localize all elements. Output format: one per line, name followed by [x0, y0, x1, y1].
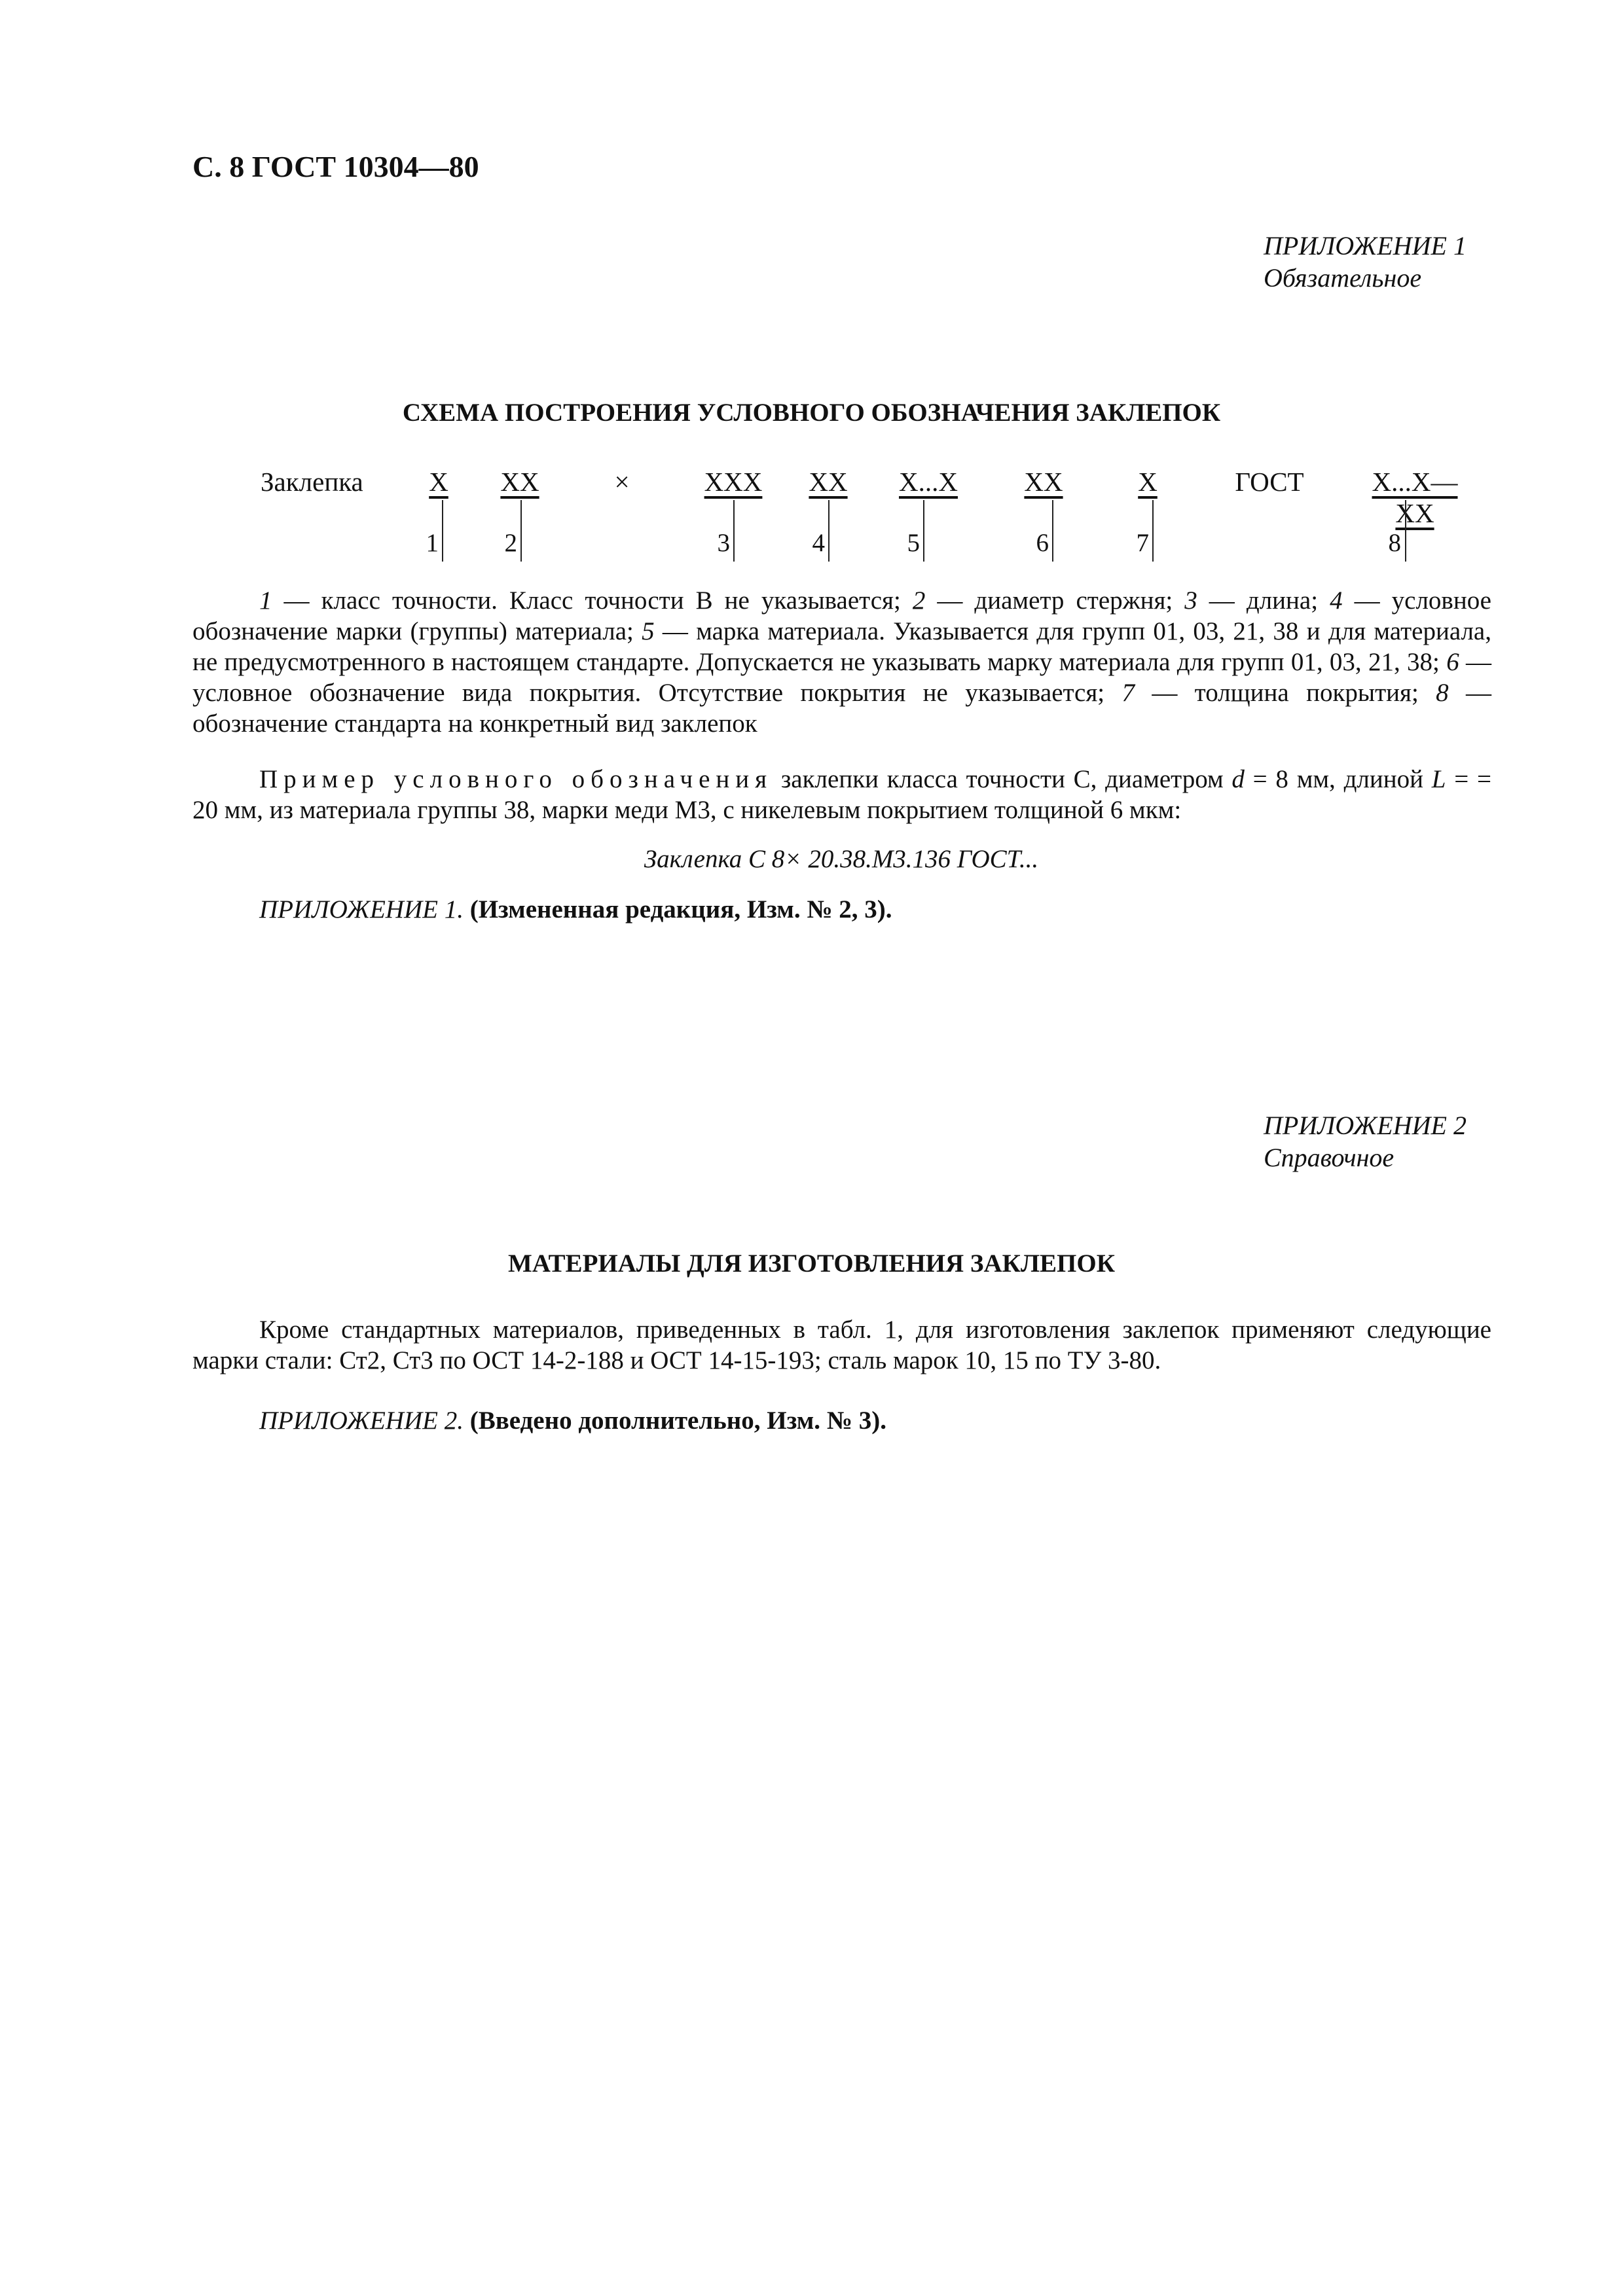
- scheme-field-1: X: [429, 467, 448, 497]
- appendix2-label: ПРИЛОЖЕНИЕ 2: [1264, 1111, 1467, 1140]
- appendix2-status: Справочное: [1264, 1143, 1395, 1172]
- scheme-leader-2: [520, 500, 522, 562]
- scheme-number-8: 8: [1388, 529, 1401, 557]
- scheme-field-3: XXX: [704, 467, 763, 497]
- appendix1-status: Обязательное: [1264, 263, 1422, 293]
- appendix2-change-note: ПРИЛОЖЕНИЕ 2. (Введено дополнительно, Изм. № 3).: [259, 1407, 886, 1435]
- scheme-number-2: 2: [504, 529, 517, 557]
- scheme-field-6: XX: [1024, 467, 1063, 497]
- scheme-gost: ГОСТ: [1235, 467, 1304, 497]
- scheme-number-4: 4: [812, 529, 825, 557]
- scheme-number-5: 5: [907, 529, 920, 557]
- scheme-legend: 1 — класс точности. Класс точности В не указывается; 2 — диаметр стержня; 3 — длина; 4 — условное обозначение марки (группы) материала; 5 — марка материала. Указывается для групп 01, 03, 21, 38 и для материала, не предусмотренного в настоящем стандарте. Допускается не указывать марку материала для групп 01, 03, 21, 38; 6 — условное обозначение вида покрытия. Отсутствие покрытия не указывается; 7 — толщина покрытия; 8 — обозначение стандарта на конкретный вид заклепок: [192, 586, 1491, 738]
- scheme-leader-1: [442, 500, 443, 562]
- scheme-leader-8: [1405, 500, 1406, 562]
- scheme-number-6: 6: [1036, 529, 1049, 557]
- scheme-field-4: XX: [809, 467, 848, 497]
- scheme-number-3: 3: [717, 529, 730, 557]
- scheme-leader-4: [828, 500, 830, 562]
- scheme-number-7: 7: [1136, 529, 1149, 557]
- scheme-leader-6: [1052, 500, 1053, 562]
- scheme-word: Заклепка: [261, 467, 363, 497]
- scheme-field-5: X...X: [899, 467, 958, 497]
- scheme-field-7: X: [1138, 467, 1158, 497]
- appendix1-title: СХЕМА ПОСТРОЕНИЯ УСЛОВНОГО ОБОЗНАЧЕНИЯ ЗАКЛЕПОК: [402, 399, 1221, 427]
- scheme-leader-3: [733, 500, 735, 562]
- appendix1-change-note: ПРИЛОЖЕНИЕ 1. (Измененная редакция, Изм. № 2, 3).: [259, 895, 892, 924]
- appendix1-label: ПРИЛОЖЕНИЕ 1: [1264, 231, 1467, 260]
- scheme-times-sign: ×: [614, 467, 630, 497]
- appendix2-title: МАТЕРИАЛЫ ДЛЯ ИЗГОТОВЛЕНИЯ ЗАКЛЕПОК: [508, 1249, 1115, 1278]
- appendix2-body: Кроме стандартных материалов, приведенных в табл. 1, для изготовления заклепок применяют следующие марки стали: Ст2, Ст3 по ОСТ 14-2-188 и ОСТ 14-15-193; сталь марок 10, 15 по ТУ 3-80.: [192, 1316, 1491, 1374]
- scheme-field-8: X...X—XX: [1372, 467, 1458, 528]
- scheme-leader-7: [1152, 500, 1154, 562]
- scheme-field-2: XX: [500, 467, 539, 497]
- example-designation: Заклепка С 8× 20.38.М3.136 ГОСТ...: [644, 845, 1039, 873]
- scheme-number-1: 1: [426, 529, 439, 557]
- page-header: С. 8 ГОСТ 10304—80: [192, 150, 479, 183]
- example-paragraph: Пример условного обозначения заклепки класса точности С, диаметром d = 8 мм, длиной L = = 20 мм, из материала группы 38, марки меди М3, с никелевым покрытием толщиной 6 мкм:: [192, 765, 1491, 824]
- scheme-leader-5: [923, 500, 924, 562]
